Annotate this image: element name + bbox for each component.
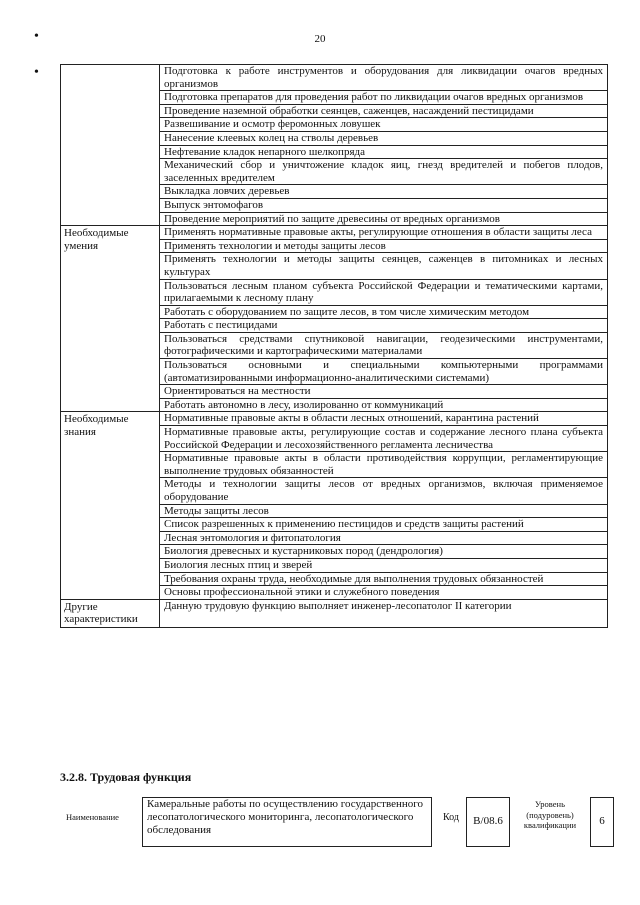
name-label: Наименование [66, 812, 119, 822]
table-row [61, 226, 608, 240]
table-cell: Работать с пестицидами [160, 319, 608, 333]
table-cell: Нанесение клеевых колец на стволы деревьев [160, 131, 608, 145]
knowledge-label: Необходимые знания [61, 412, 160, 599]
code-value: B/08.6 [466, 797, 510, 847]
table-cell: Нормативные правовые акты, регулирующие состав и содержание лесного плана субъекта Российской Федерации и лесохозяйственного регламента лесничества [160, 426, 608, 452]
table-cell: Пользоваться лесным планом субъекта Российской Федерации и тематическими картами, прилагаемыми к лесному плану [160, 279, 608, 305]
table-cell: Пользоваться средствами спутниковой навигации, геодезическими инструментами, фотографическими и картографическими материалами [160, 332, 608, 358]
margin-mark-2: • [34, 65, 39, 80]
actions-label-cell [61, 65, 160, 226]
labor-function-table [60, 797, 620, 847]
margin-mark-1: • [34, 29, 39, 44]
name-value: Камеральные работы по осуществлению государственного лесопатологического мониторинга, лесопатологического обследования [142, 797, 432, 847]
level-value: 6 [590, 797, 614, 847]
table-cell: Требования охраны труда, необходимые для выполнения трудовых обязанностей [160, 572, 608, 586]
table-cell: Биология древесных и кустарниковых пород (дендрология) [160, 545, 608, 559]
level-label: Уровень (подуровень) квалификации [523, 799, 577, 830]
other-label: Другие характеристики [61, 599, 160, 627]
table-cell: Методы защиты лесов [160, 504, 608, 518]
table-cell: Основы профессиональной этики и служебного поведения [160, 586, 608, 600]
table-cell: Выкладка ловчих деревьев [160, 185, 608, 199]
skills-label: Необходимые умения [61, 226, 160, 412]
table-cell: Данную трудовую функцию выполняет инженер-лесопатолог II категории [160, 599, 608, 627]
table-cell: Применять технологии и методы защиты лесов [160, 239, 608, 253]
table-cell: Нормативные правовые акты в области противодействия коррупции, регламентирующие выполнение трудовых обязанностей [160, 452, 608, 478]
table-cell: Работать автономно в лесу, изолированно от коммуникаций [160, 398, 608, 412]
table-row [61, 65, 608, 91]
requirements-table [60, 64, 608, 628]
table-cell: Развешивание и осмотр феромонных ловушек [160, 118, 608, 132]
table-cell: Пользоваться основными и специальными компьютерными программами (автоматизированными информационно-аналитическими системами) [160, 359, 608, 385]
table-cell: Подготовка к работе инструментов и оборудования для ликвидации очагов вредных организмов [160, 65, 608, 91]
table-row [61, 412, 608, 426]
table-cell: Выпуск энтомофагов [160, 198, 608, 212]
code-label: Код [443, 812, 459, 823]
table-cell: Применять технологии и методы защиты сеянцев, саженцев в питомниках и лесных культурах [160, 253, 608, 279]
table-cell: Проведение мероприятий по защите древесины от вредных организмов [160, 212, 608, 226]
table-cell: Ориентироваться на местности [160, 385, 608, 399]
table-cell: Лесная энтомология и фитопатология [160, 531, 608, 545]
table-cell: Методы и технологии защиты лесов от вредных организмов, включая применяемое оборудование [160, 478, 608, 504]
table-row [61, 599, 608, 627]
section-heading: 3.2.8. Трудовая функция [60, 770, 192, 784]
page-number: 20 [314, 33, 326, 45]
table-cell: Нормативные правовые акты в области лесных отношений, карантина растений [160, 412, 608, 426]
table-cell: Применять нормативные правовые акты, регулирующие отношения в области защиты леса [160, 226, 608, 240]
table-cell: Работать с оборудованием по защите лесов, в том числе химическим методом [160, 305, 608, 319]
table-cell: Биология лесных птиц и зверей [160, 558, 608, 572]
table-cell: Подготовка препаратов для проведения работ по ликвидации очагов вредных организмов [160, 91, 608, 105]
table-cell: Список разрешенных к применению пестицидов и средств защиты растений [160, 518, 608, 532]
table-cell: Нефтевание кладок непарного шелкопряда [160, 145, 608, 159]
table-cell: Механический сбор и уничтожение кладок яиц, гнезд вредителей и побегов плодов, заселенных вредителем [160, 159, 608, 185]
table-cell: Проведение наземной обработки сеянцев, саженцев, насаждений пестицидами [160, 104, 608, 118]
